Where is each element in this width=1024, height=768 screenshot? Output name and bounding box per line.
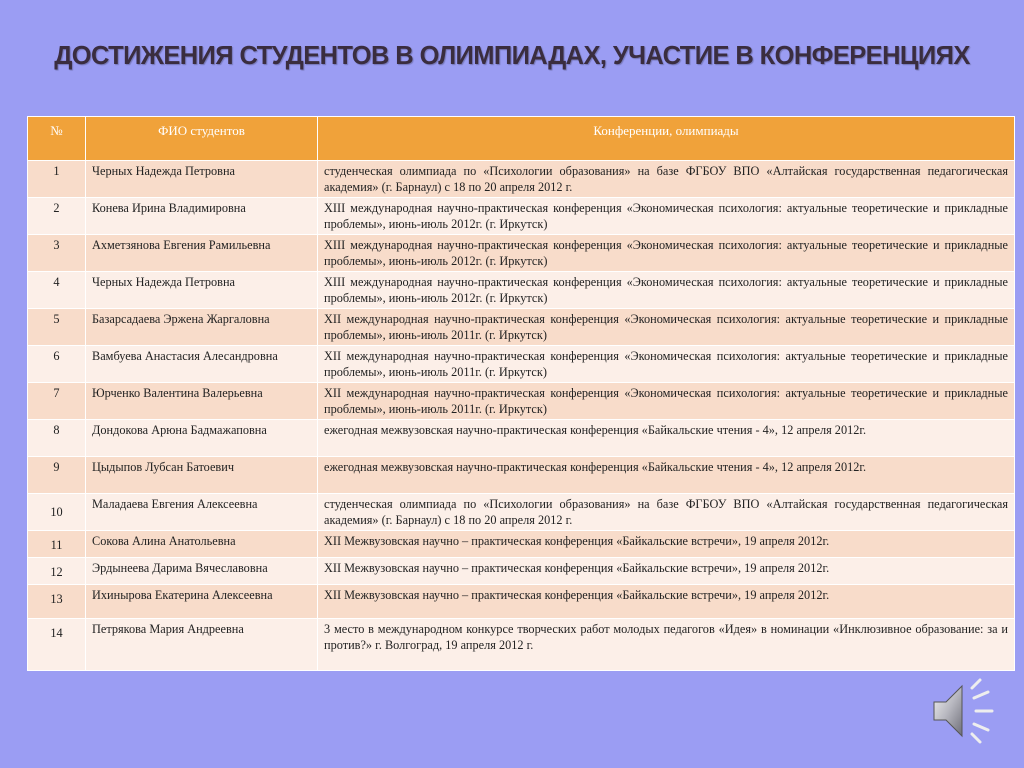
table-row bbox=[28, 558, 1015, 585]
row-conference: XIII международная научно-практическая конференция «Экономическая психология: актуальные теоретические и прикладные проблемы», июнь-июль 2012г. (г. Иркутск) bbox=[318, 198, 1015, 235]
row-number: 6 bbox=[28, 346, 86, 383]
table-row bbox=[28, 383, 1015, 420]
row-conference: XII международная научно-практическая конференция «Экономическая психология: актуальные теоретические и прикладные проблемы», июнь-июль 2011г. (г. Иркутск) bbox=[318, 383, 1015, 420]
speaker-icon[interactable] bbox=[930, 676, 1000, 746]
row-conference: ежегодная межвузовская научно-практическая конференция «Байкальские чтения - 4», 12 апреля 2012г. bbox=[318, 420, 1015, 457]
row-conference: XII международная научно-практическая конференция «Экономическая психология: актуальные теоретические и прикладные проблемы», июнь-июль 2011г. (г. Иркутск) bbox=[318, 309, 1015, 346]
row-conference: студенческая олимпиада по «Психологии образования» на базе ФГБОУ ВПО «Алтайская государственная педагогическая академия» (г. Барнаул) с 18 по 20 апреля 2012 г. bbox=[318, 161, 1015, 198]
page-title: ДОСТИЖЕНИЯ СТУДЕНТОВ В ОЛИМПИАДАХ, УЧАСТИЕ В КОНФЕРЕНЦИЯХ bbox=[54, 42, 970, 70]
table-row bbox=[28, 531, 1015, 558]
row-student-name: Петрякова Мария Андреевна bbox=[86, 619, 318, 671]
table-row bbox=[28, 619, 1015, 671]
table-row bbox=[28, 198, 1015, 235]
row-number: 4 bbox=[28, 272, 86, 309]
row-number: 9 bbox=[28, 457, 86, 494]
row-conference: XII Межвузовская научно – практическая конференция «Байкальские встречи», 19 апреля 2012г. bbox=[318, 585, 1015, 619]
row-student-name: Эрдынеева Дарима Вячеславовна bbox=[86, 558, 318, 585]
row-student-name: Цыдыпов Лубсан Батоевич bbox=[86, 457, 318, 494]
row-number: 8 bbox=[28, 420, 86, 457]
row-student-name: Черных Надежда Петровна bbox=[86, 272, 318, 309]
row-number: 14 bbox=[28, 619, 86, 671]
row-student-name: Конева Ирина Владимировна bbox=[86, 198, 318, 235]
table-header-row bbox=[28, 117, 1015, 161]
row-conference: XIII международная научно-практическая конференция «Экономическая психология: актуальные теоретические и прикладные проблемы», июнь-июль 2012г. (г. Иркутск) bbox=[318, 235, 1015, 272]
row-conference: ежегодная межвузовская научно-практическая конференция «Байкальские чтения - 4», 12 апреля 2012г. bbox=[318, 457, 1015, 494]
row-student-name: Дондокова Арюна Бадмажаповна bbox=[86, 420, 318, 457]
table-row bbox=[28, 346, 1015, 383]
header-name: ФИО студентов bbox=[86, 117, 318, 161]
table-row bbox=[28, 420, 1015, 457]
row-student-name: Юрченко Валентина Валерьевна bbox=[86, 383, 318, 420]
row-student-name: Сокова Алина Анатольевна bbox=[86, 531, 318, 558]
row-student-name: Ихинырова Екатерина Алексеевна bbox=[86, 585, 318, 619]
row-number: 3 bbox=[28, 235, 86, 272]
row-number: 11 bbox=[28, 531, 86, 558]
row-conference: XII Межвузовская научно – практическая конференция «Байкальские встречи», 19 апреля 2012г. bbox=[318, 531, 1015, 558]
table-row bbox=[28, 161, 1015, 198]
row-conference: XII международная научно-практическая конференция «Экономическая психология: актуальные теоретические и прикладные проблемы», июнь-июль 2011г. (г. Иркутск) bbox=[318, 346, 1015, 383]
row-conference: XII Межвузовская научно – практическая конференция «Байкальские встречи», 19 апреля 2012г. bbox=[318, 558, 1015, 585]
row-number: 5 bbox=[28, 309, 86, 346]
row-student-name: Черных Надежда Петровна bbox=[86, 161, 318, 198]
row-number: 2 bbox=[28, 198, 86, 235]
header-conferences: Конференции, олимпиады bbox=[318, 117, 1015, 161]
row-conference: студенческая олимпиада по «Психологии образования» на базе ФГБОУ ВПО «Алтайская государственная педагогическая академия» (г. Барнаул) с 18 по 20 апреля 2012 г. bbox=[318, 494, 1015, 531]
row-student-name: Базарсадаева Эржена Жаргаловна bbox=[86, 309, 318, 346]
row-number: 1 bbox=[28, 161, 86, 198]
row-number: 13 bbox=[28, 585, 86, 619]
row-number: 10 bbox=[28, 494, 86, 531]
row-student-name: Маладаева Евгения Алексеевна bbox=[86, 494, 318, 531]
achievements-table-container bbox=[27, 116, 1014, 671]
row-number: 12 bbox=[28, 558, 86, 585]
row-student-name: Вамбуева Анастасия Алесандровна bbox=[86, 346, 318, 383]
table-row bbox=[28, 585, 1015, 619]
table-row bbox=[28, 235, 1015, 272]
table-row bbox=[28, 272, 1015, 309]
achievements-table bbox=[27, 116, 1015, 671]
table-row bbox=[28, 457, 1015, 494]
row-conference: 3 место в международном конкурсе творческих работ молодых педагогов «Идея» в номинации «Инклюзивное образование: за и против?» г. Волгоград, 19 апреля 2012 г. bbox=[318, 619, 1015, 671]
table-row bbox=[28, 494, 1015, 531]
table-row bbox=[28, 309, 1015, 346]
row-student-name: Ахметзянова Евгения Рамильевна bbox=[86, 235, 318, 272]
row-conference: XIII международная научно-практическая конференция «Экономическая психология: актуальные теоретические и прикладные проблемы», июнь-июль 2012г. (г. Иркутск) bbox=[318, 272, 1015, 309]
row-number: 7 bbox=[28, 383, 86, 420]
header-number: № bbox=[28, 117, 86, 161]
